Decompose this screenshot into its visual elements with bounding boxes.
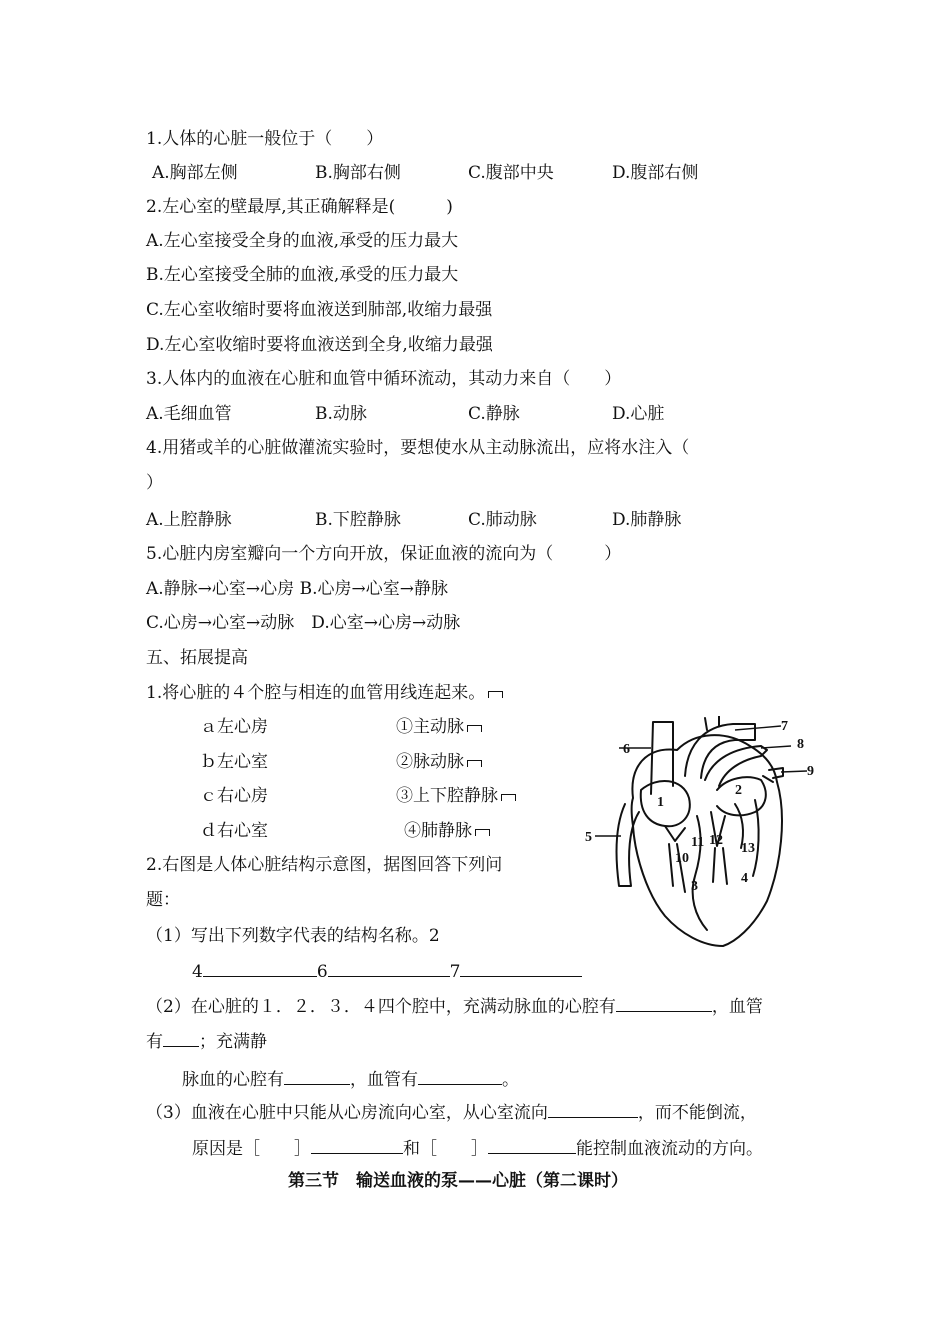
q5-options-cd: C.心房→心室→动脉 D.心室→心房→动脉 <box>146 613 461 633</box>
match-left-a: ａ左心房 <box>200 717 268 737</box>
heart-label-2: 2 <box>735 783 742 798</box>
s5-item1: 1.将心脏的４个腔与相连的血管用线连起来。 <box>146 682 503 704</box>
q1-option-b: B.胸部右侧 <box>315 163 401 183</box>
label-6: 6 <box>316 962 328 982</box>
q4-stem: 4.用猪或羊的心脏做灌流实验时，要想使水从主动脉流出，应将水注入（ <box>146 438 690 458</box>
q3-stem: 3.人体内的血液在心脏和血管中循环流动，其动力来自（ ） <box>146 369 622 389</box>
match-right-1: ①主动脉 <box>396 716 482 738</box>
label-7: 7 <box>449 962 461 982</box>
heart-label-6: 6 <box>623 742 630 757</box>
answer-blank[interactable] <box>616 995 712 1012</box>
heart-label-4: 4 <box>741 871 748 886</box>
heart-label-10: 10 <box>675 851 689 866</box>
section-heading: 五、拓展提高 <box>146 648 248 668</box>
answer-blank[interactable] <box>418 1068 502 1085</box>
heart-label-9: 9 <box>807 764 814 779</box>
answer-blank[interactable] <box>203 960 317 977</box>
match-left-d: ｄ右心室 <box>200 821 268 841</box>
q4-option-d: D.肺静脉 <box>612 510 682 530</box>
heart-label-7: 7 <box>781 719 788 734</box>
label-4: 4 <box>192 962 203 982</box>
heart-label-3: 3 <box>691 879 698 894</box>
q3-option-a: A.毛细血管 <box>146 404 232 424</box>
q4-option-c: C.肺动脉 <box>468 510 537 530</box>
return-mark-icon <box>467 760 482 767</box>
q4-option-b: B.下腔静脉 <box>315 510 401 530</box>
return-mark-icon <box>501 794 516 801</box>
answer-blank[interactable] <box>460 960 582 977</box>
q3-option-b: B.动脉 <box>315 404 367 424</box>
q1-option-c: C.腹部中央 <box>468 163 554 183</box>
s5-sub1-blanks <box>192 960 582 983</box>
q4-stem-cont: ） <box>146 473 163 493</box>
return-mark-icon <box>488 691 503 698</box>
match-right-2: ②脉动脉 <box>396 751 482 773</box>
q1-option-a: A.胸部左侧 <box>152 163 238 183</box>
q4-option-a: A.上腔静脉 <box>146 510 232 530</box>
q1-option-d: D.腹部右侧 <box>612 163 699 183</box>
s5-item2-line1: 2.右图是人体心脏结构示意图，据图回答下列问 <box>146 855 503 875</box>
q1-stem: 1.人体的心脏一般位于（ ） <box>146 129 384 149</box>
s5-sub2-line1: （2）在心脏的１．２．３．４四个腔中，充满动脉血的心腔有 ，血管 <box>146 997 763 1017</box>
answer-blank[interactable] <box>284 1068 350 1085</box>
answer-blank[interactable] <box>488 1137 576 1154</box>
s5-item2-line2: 题： <box>146 890 180 910</box>
answer-blank[interactable] <box>163 1030 199 1047</box>
heart-label-5: 5 <box>585 830 592 845</box>
q5-stem: 5.心脏内房室瓣向一个方向开放，保证血液的流向为（ ） <box>146 544 622 564</box>
heart-label-11: 11 <box>691 835 705 850</box>
match-right-3: ③上下腔静脉 <box>396 785 516 807</box>
s5-sub2-line3: 脉血的心腔有 ，血管有 。 <box>182 1070 519 1090</box>
s5-sub1: （1）写出下列数字代表的结构名称。2 <box>146 926 440 946</box>
q3-option-d: D.心脏 <box>612 404 665 424</box>
footer-section-title: 第三节 输送血液的泵——心脏（第二课时） <box>288 1171 628 1191</box>
s5-sub2-line2: 有 ；充满静 <box>146 1032 267 1052</box>
answer-blank[interactable] <box>328 960 450 977</box>
q2-option-d: D.左心室收缩时要将血液送到全身,收缩力最强 <box>146 335 493 355</box>
q2-option-a: A.左心室接受全身的血液,承受的压力最大 <box>146 231 459 251</box>
heart-label-13: 13 <box>741 841 755 856</box>
answer-blank[interactable] <box>548 1101 638 1118</box>
match-left-c: ｃ右心房 <box>200 786 268 806</box>
heart-label-8: 8 <box>797 737 804 752</box>
heart-diagram <box>585 716 835 948</box>
heart-label-12: 12 <box>709 833 723 848</box>
q2-stem: 2.左心室的壁最厚,其正确解释是( ) <box>146 197 453 217</box>
return-mark-icon <box>467 725 482 732</box>
heart-label-1: 1 <box>657 795 664 810</box>
match-right-4: ④肺静脉 <box>404 820 490 842</box>
s5-sub3-line2: 原因是［ ］ 和［ ］ 能控制血液流动的方向。 <box>192 1139 763 1159</box>
q5-options-ab: A.静脉→心室→心房 B.心房→心室→静脉 <box>146 579 448 599</box>
q2-option-b: B.左心室接受全肺的血液,承受的压力最大 <box>146 265 459 285</box>
return-mark-icon <box>475 829 490 836</box>
q2-option-c: C.左心室收缩时要将血液送到肺部,收缩力最强 <box>146 300 493 320</box>
answer-blank[interactable] <box>311 1137 403 1154</box>
q3-option-c: C.静脉 <box>468 404 520 424</box>
s5-sub3-line1: （3）血液在心脏中只能从心房流向心室，从心室流向 ，而不能倒流， <box>146 1103 757 1123</box>
match-left-b: ｂ左心室 <box>200 752 268 772</box>
